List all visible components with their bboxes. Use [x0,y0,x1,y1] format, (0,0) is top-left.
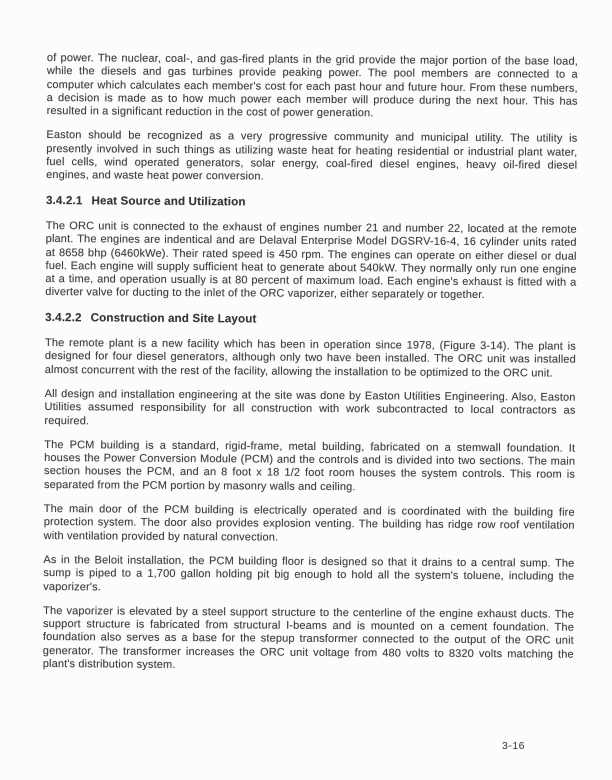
section-title: Construction and Site Layout [90,311,257,326]
paragraph: The vaporizer is elevated by a steel support structure to the centerline of the engine exhaust ducts. The support structure is fabricated from structural I-beams and is mounted on a cement foundation. The foundation also serves as a base for the stepup transformer connected to the output of the ORC unit generator. The transformer increases the ORC unit voltage from 480 volts to 8320 volts matching the plant's distribution system. [42,604,575,671]
section-title: Heat Source and Utilization [91,193,246,209]
paragraph: The ORC unit is connected to the exhaust of engines number 21 and number 22, located at the remote plant. The engines are indentical and are Delaval Enterprise Model DGSRV-16-4, 16 cylinder units rated at 8658 bhp (6460kWe). Their rated speed is 450 rpm. The engines can operate on either diesel or dual fuel. Each engine will supply sufficient heat to generate about 540kW. They normally only run one engine at a time, and operation usually is at 80 percent of maximum load. Each engine's exhaust is fitted with a diverter valve for ducting to the inlet of the ORC vaporizer, either separately or together. [45,219,577,302]
paragraph: The remote plant is a new facility which has been in operation since 1978, (Figure 3-14). The plant is designed for four diesel generators, although only two have been installed. The ORC unit was installed almost concurrent with the rest of the facility, allowing the installation to be optimized to the ORC unit. [44,337,576,380]
text-block [43,52,578,686]
paragraph: The PCM building is a standard, rigid-frame, metal building, fabricated on a stemwall foundation. It houses the Power Conversion Module (PCM) and the controls and is divided into two sections. The main section houses the PCM, and an 8 foot x 18 1/2 foot room houses the system controls. This room is separated from the PCM portion by masonry walls and ceiling. [43,438,576,493]
page-number: 3-16 [502,740,526,752]
section-number: 3.4.2.1 [45,193,83,207]
section-heading [45,311,576,328]
section-heading [46,194,577,211]
paragraph: All design and installation engineering at the site was done by Easton Utilities Engineering. Also, Easton Utilities assumed responsibility for all construction with work subcontracted to local contractors as required. [44,387,576,427]
paragraph: The main door of the PCM building is electrically operated and is coordinated with the building fire protection system. The door also provides explosion venting. The building has ridge row roof ventilation with ventilation provided by natural convection. [43,503,575,544]
paragraph: of power. The nuclear, coal-, and gas-fired plants in the grid provide the major portion of the base load, while the diesels and gas turbines provide peaking power. The pool members are connected to a computer which calculates each member's cost for each past hour and future hour. From these numbers, a decision is made as to how much power each member will produce during the next hour. This has resulted in a significant reduction in the cost of power generation. [46,52,578,120]
paragraph: As in the Beloit installation, the PCM building floor is designed so that it drains to a central sump. The sump is piped to a 1,700 gallon holding pit big enough to hold all the system's toluene, including the vaporizer's. [43,553,575,593]
section-number: 3.4.2.2 [45,310,82,324]
paragraph: Easton should be recognized as a very progressive community and municipal utility. The utility is presently involved in such things as utilizing waste heat for heating residential or industrial plant water, fuel cells, wind operated generators, solar energy, coal-fired diesel engines, heavy oil-fired diesel engines, and waste heat power conversion. [46,129,578,183]
